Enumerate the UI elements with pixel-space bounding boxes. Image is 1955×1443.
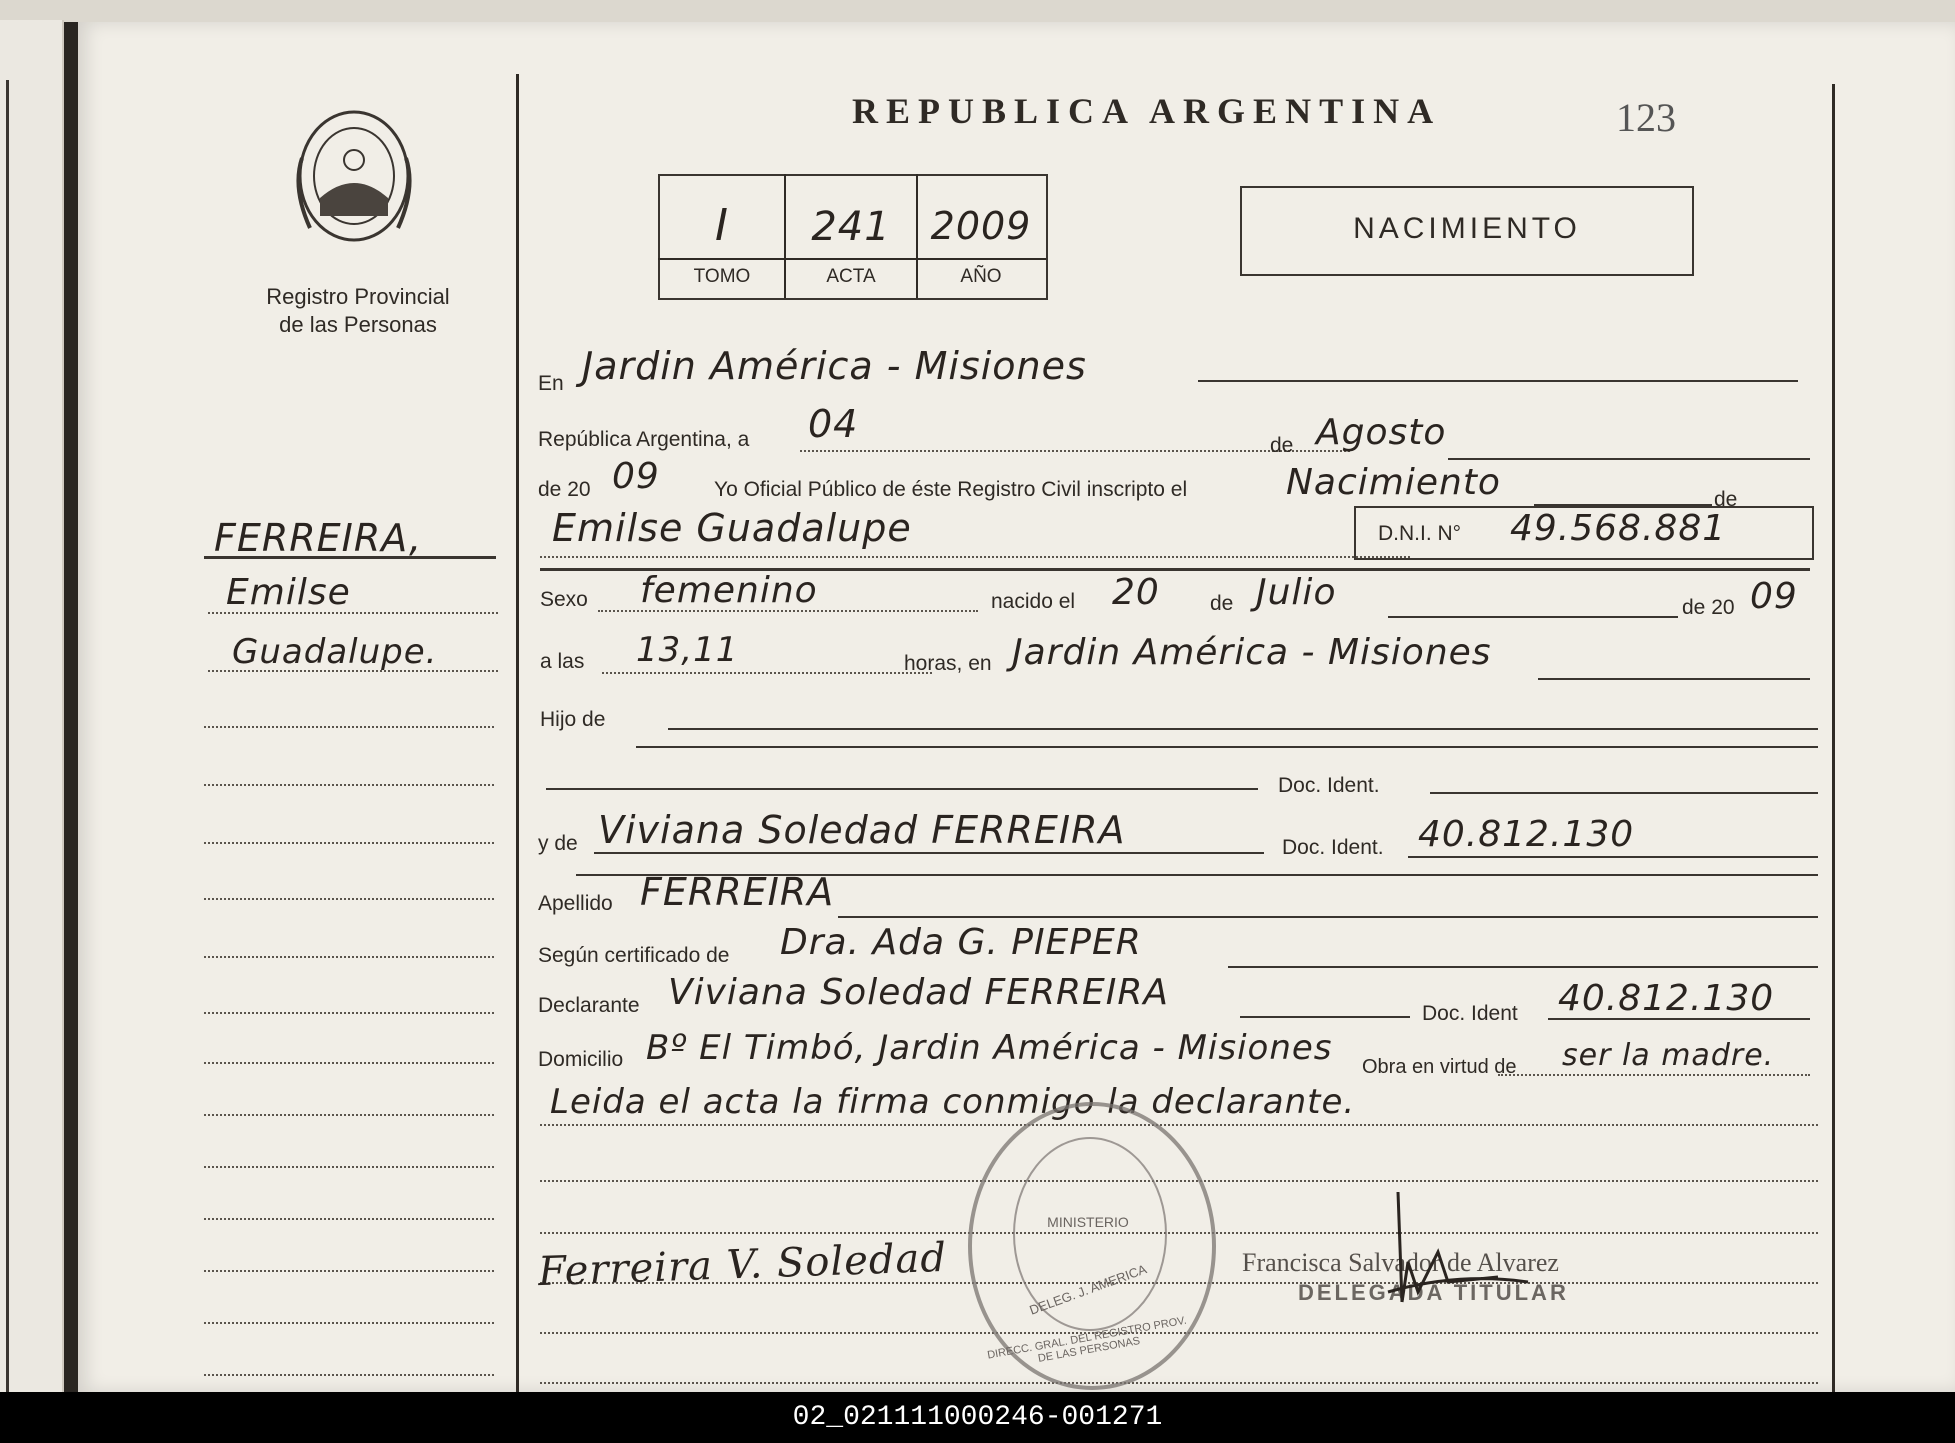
month-line: [1448, 458, 1810, 460]
de-label: de: [1270, 434, 1294, 457]
declarante-value: Viviana Soledad FERREIRA: [668, 972, 1170, 1013]
margin-surname: FERREIRA,: [214, 516, 423, 560]
margin-line-4: [204, 784, 494, 786]
ano-value: 2009: [930, 204, 1032, 248]
hijo-line-1: [668, 728, 1818, 730]
en-label: En: [538, 372, 564, 395]
mother-doc-value: 40.812.130: [1418, 814, 1635, 855]
father-doc-line: [1430, 792, 1818, 794]
tomo-value: I: [715, 200, 729, 251]
previous-page-edge: [0, 20, 64, 1392]
acta-label: ACTA: [826, 266, 876, 287]
margin-line-13: [204, 1270, 494, 1272]
domicilio-value: Bº El Timbó, Jardin América - Misiones: [646, 1028, 1333, 1068]
margin-line-12: [204, 1218, 494, 1220]
obra-label: Obra en virtud de: [1362, 1056, 1517, 1078]
right-border: [1832, 84, 1835, 1392]
leida-text: Leida el acta la firma conmigo la declarante.: [550, 1082, 1356, 1122]
republica-label: República Argentina, a: [538, 428, 750, 451]
footer-code: 02_021111000246-001271: [0, 1392, 1955, 1443]
blank-line-5: [540, 1382, 1818, 1384]
birth-certificate-sheet: [78, 22, 1955, 1392]
officer-title: DELEGADA TITULAR: [1298, 1280, 1569, 1305]
ref-label-row-line: [658, 258, 1046, 260]
stamp-inner-text: MINISTERIO: [1047, 1214, 1129, 1230]
sexo-label: Sexo: [540, 588, 588, 611]
year2-value: 09: [612, 456, 660, 497]
stamp-location-text: DELEG. J. AMERICA: [1027, 1261, 1149, 1318]
hijo-line-2: [636, 746, 1818, 748]
birth-time-value: 13,11: [636, 630, 739, 670]
sexo-line: [598, 610, 978, 612]
margin-line-11: [204, 1166, 494, 1168]
horas-label: horas, en: [904, 652, 992, 675]
registry-name-line1: Registro Provincial: [266, 284, 450, 309]
birth-month-value: Julio: [1256, 572, 1337, 613]
day-value: 04: [808, 402, 859, 446]
child-name-value: Emilse Guadalupe: [552, 506, 912, 550]
margin-line-5: [204, 842, 494, 844]
alas-label: a las: [540, 650, 585, 673]
birth-place-line: [1538, 678, 1810, 680]
dni-value: 49.568.881: [1510, 508, 1727, 549]
birth-year2-value: 09: [1750, 576, 1798, 617]
yde-label: y de: [538, 832, 578, 855]
hijo-label: Hijo de: [540, 708, 606, 731]
month-value: Agosto: [1316, 412, 1447, 453]
leida-line: [540, 1124, 1818, 1126]
misiones-seal-icon: [284, 98, 424, 258]
sexo-value: femenino: [640, 570, 818, 611]
mother-line: [594, 852, 1264, 854]
place-line: [1198, 380, 1798, 382]
margin-line-1: [208, 612, 498, 614]
birth-month-line: [1388, 616, 1678, 618]
domicilio-line: [1498, 1074, 1810, 1076]
margin-line-9: [204, 1062, 494, 1064]
margin-line-2: [208, 670, 498, 672]
de20-label: de 20: [538, 478, 591, 501]
doc-ident-label-1: Doc. Ident.: [1278, 774, 1380, 797]
margin-divider: [516, 74, 519, 1392]
apellido-value: FERREIRA: [640, 870, 835, 914]
birth-time-line: [602, 672, 932, 674]
officer-name: Francisca Salvador de Alvarez: [1242, 1248, 1559, 1277]
margin-name1: Emilse: [226, 572, 351, 613]
act-kind-value: Nacimiento: [1286, 462, 1501, 503]
mother-value: Viviana Soledad FERREIRA: [598, 808, 1126, 852]
certificado-label: Según certificado de: [538, 944, 730, 967]
declarante-signature: Ferreira V. Soledad: [537, 1234, 948, 1296]
margin-line-7: [204, 956, 494, 958]
page-edge-line: [6, 80, 9, 1392]
dni-label: D.N.I. N°: [1378, 522, 1462, 545]
document-title: REPUBLICA ARGENTINA: [852, 91, 1442, 131]
place-value: Jardin América - Misiones: [582, 344, 1087, 388]
tomo-label: TOMO: [693, 266, 751, 287]
margin-line-3: [204, 726, 494, 728]
declarante-doc-line: [1548, 1018, 1810, 1020]
margin-line-15: [204, 1374, 494, 1376]
de20-label2: de 20: [1682, 596, 1735, 619]
declarante-doc-value: 40.812.130: [1558, 978, 1775, 1019]
mother-doc-line: [1408, 856, 1818, 858]
doc-ident-label-2: Doc. Ident.: [1282, 836, 1384, 859]
doctor-value: Dra. Ada G. PIEPER: [780, 922, 1142, 963]
nacido-label: nacido el: [991, 590, 1076, 613]
margin-name2: Guadalupe.: [232, 632, 438, 672]
birth-day-value: 20: [1112, 572, 1160, 613]
father-name-line: [546, 788, 1258, 790]
acta-value: 241: [811, 204, 891, 250]
de-label2: de: [1714, 488, 1738, 511]
registry-name-line2: de las Personas: [279, 312, 437, 337]
margin-line-14: [204, 1322, 494, 1324]
day-line: [800, 450, 1350, 452]
domicilio-label: Domicilio: [538, 1048, 624, 1071]
officer-signature-icon: [1378, 1182, 1538, 1332]
de-label3: de: [1210, 592, 1234, 615]
declarante-label: Declarante: [538, 994, 640, 1017]
scan-top-strip: [0, 0, 1955, 22]
margin-line-6: [204, 898, 494, 900]
stamp-ring-text: DIRECC. GRAL. DEL REGISTRO PROV. DE LAS PERSONAS: [986, 1314, 1188, 1365]
birth-place-value: Jardin América - Misiones: [1012, 632, 1492, 673]
child-name-line: [540, 556, 1410, 558]
apellido-line: [838, 916, 1818, 918]
apellido-label: Apellido: [538, 892, 613, 915]
oficial-text: Yo Oficial Público de éste Registro Civil inscripto el: [714, 478, 1188, 501]
margin-line-10: [204, 1114, 494, 1116]
doc-ident-label-3: Doc. Ident: [1422, 1002, 1518, 1025]
doctor-line: [1228, 966, 1818, 968]
margin-line-8: [204, 1012, 494, 1014]
obra-value: ser la madre.: [1562, 1038, 1775, 1073]
margin-surname-line: [204, 556, 496, 559]
record-type-label: NACIMIENTO: [1353, 212, 1581, 245]
declarante-line: [1240, 1016, 1410, 1018]
ano-label: AÑO: [960, 266, 1002, 287]
folio-number: 123: [1616, 95, 1676, 140]
